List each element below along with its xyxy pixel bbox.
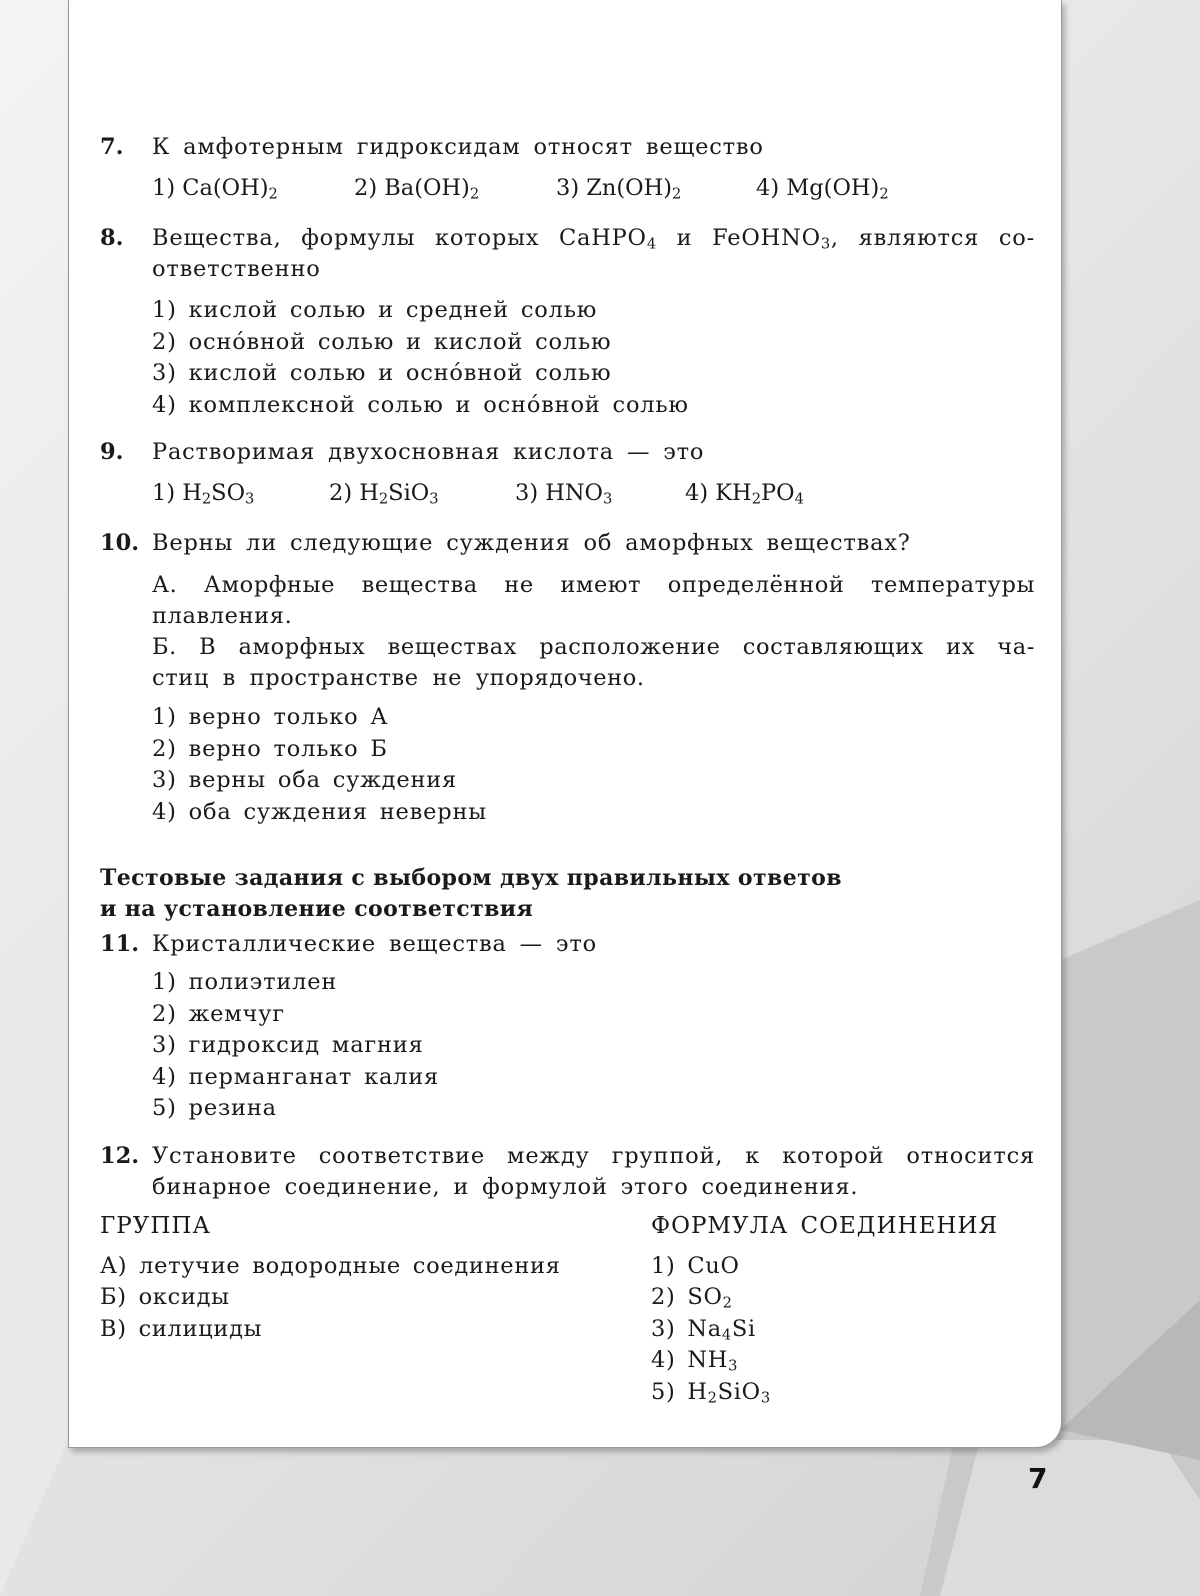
section-heading — [100, 863, 1000, 925]
formula-item: 5) $H_2SiO_3$ — [651, 1378, 771, 1407]
answer-options — [152, 173, 1035, 204]
question-stem: К амфотерным гидроксидам относят вещество — [152, 134, 764, 160]
answer-options — [152, 967, 1035, 1125]
question-stem: Верны ли следующие суждения об аморфных веществах? — [152, 530, 911, 556]
statement-a-continued: плавления. — [152, 603, 293, 629]
group-item: В) силициды — [100, 1315, 263, 1342]
question-12 — [100, 1141, 1035, 1203]
statement-b: Б. В аморфных веществах расположение составляющих их ча- — [152, 634, 1035, 660]
formula-item: 1) CuO — [651, 1252, 740, 1279]
question-number: 8. — [100, 225, 124, 251]
statement-b-continued: стиц в пространстве не упорядочено. — [152, 665, 645, 691]
option-4: 4) комплексной солью и оснóвной солью — [152, 391, 689, 418]
option-1: 1) $H_2SO_3$ — [152, 480, 255, 508]
question-stem: Вещества, формулы которых CaHPO$_4$ и FeOHNO$_3$, являются со- — [152, 225, 1036, 253]
option-3: 3) кислой солью и оснóвной солью — [152, 360, 612, 386]
statement-a: А. Аморфные вещества не имеют определённой температуры — [152, 572, 1035, 598]
option-1: 1) верно только А — [152, 704, 389, 730]
group-item: Б) оксиды — [100, 1284, 230, 1310]
question-stem: Установите соответствие между группой, к которой относится — [152, 1143, 1035, 1169]
question-stem-continued: ответственно — [152, 256, 321, 282]
option-2: 2) верно только Б — [152, 735, 388, 762]
formula-header: ФОРМУЛА СОЕДИНЕНИЯ — [651, 1213, 999, 1239]
question-number: 9. — [100, 439, 124, 465]
option-4: 4) перманганат калия — [152, 1063, 440, 1090]
answer-options — [152, 295, 1035, 421]
formula-column — [651, 1211, 998, 1408]
option-1: 1) полиэтилен — [152, 969, 338, 995]
formula-item: 3) $Na_4Si$ — [651, 1315, 756, 1344]
question-number: 11. — [100, 931, 140, 957]
question-11 — [100, 929, 1035, 1125]
option-4: 4) $Mg(OH)_2$ — [756, 175, 889, 203]
question-number: 10. — [100, 530, 140, 556]
group-header: ГРУППА — [100, 1213, 211, 1239]
question-7 — [100, 132, 1035, 204]
question-stem-continued: бинарное соединение, и формулой этого соединения. — [152, 1174, 859, 1200]
question-number: 12. — [100, 1143, 140, 1169]
formula-item: 2) $SO_2$ — [651, 1284, 733, 1312]
option-2: 2) $Ba(OH)_2$ — [354, 175, 480, 203]
section-heading-line-2: и на установление соответствия — [100, 896, 534, 922]
option-2: 2) $H_2SiO_3$ — [329, 480, 439, 508]
answer-options — [152, 702, 1035, 828]
statements — [152, 570, 1035, 694]
option-4: 4) $KH_2PO_4$ — [685, 480, 804, 508]
page-number: 7 — [1028, 1462, 1048, 1495]
option-3: 3) $Zn(OH)_2$ — [556, 175, 682, 203]
question-stem: Кристаллические вещества — это — [152, 931, 597, 957]
group-item: А) летучие водородные соединения — [100, 1252, 561, 1279]
formula-item: 4) $NH_3$ — [651, 1347, 739, 1375]
question-8 — [100, 223, 1035, 421]
question-number: 7. — [100, 134, 124, 160]
option-5: 5) резина — [152, 1095, 277, 1121]
question-10 — [100, 528, 1035, 828]
question-stem: Растворимая двухосновная кислота — это — [152, 439, 705, 465]
option-2: 2) жемчуг — [152, 1000, 285, 1027]
answer-options — [152, 478, 1035, 509]
section-heading-line-1: Тестовые задания с выбором двух правильных ответов — [100, 865, 842, 891]
option-1: 1) $Ca(OH)_2$ — [152, 175, 278, 203]
option-3: 3) $HNO_3$ — [515, 480, 613, 508]
option-4: 4) оба суждения неверны — [152, 798, 487, 825]
option-1: 1) кислой солью и средней солью — [152, 297, 598, 323]
question-9 — [100, 437, 1035, 509]
option-3: 3) гидроксид магния — [152, 1032, 424, 1058]
group-column — [100, 1211, 561, 1345]
option-3: 3) верны оба суждения — [152, 767, 458, 793]
option-2: 2) оснóвной солью и кислой солью — [152, 328, 612, 355]
